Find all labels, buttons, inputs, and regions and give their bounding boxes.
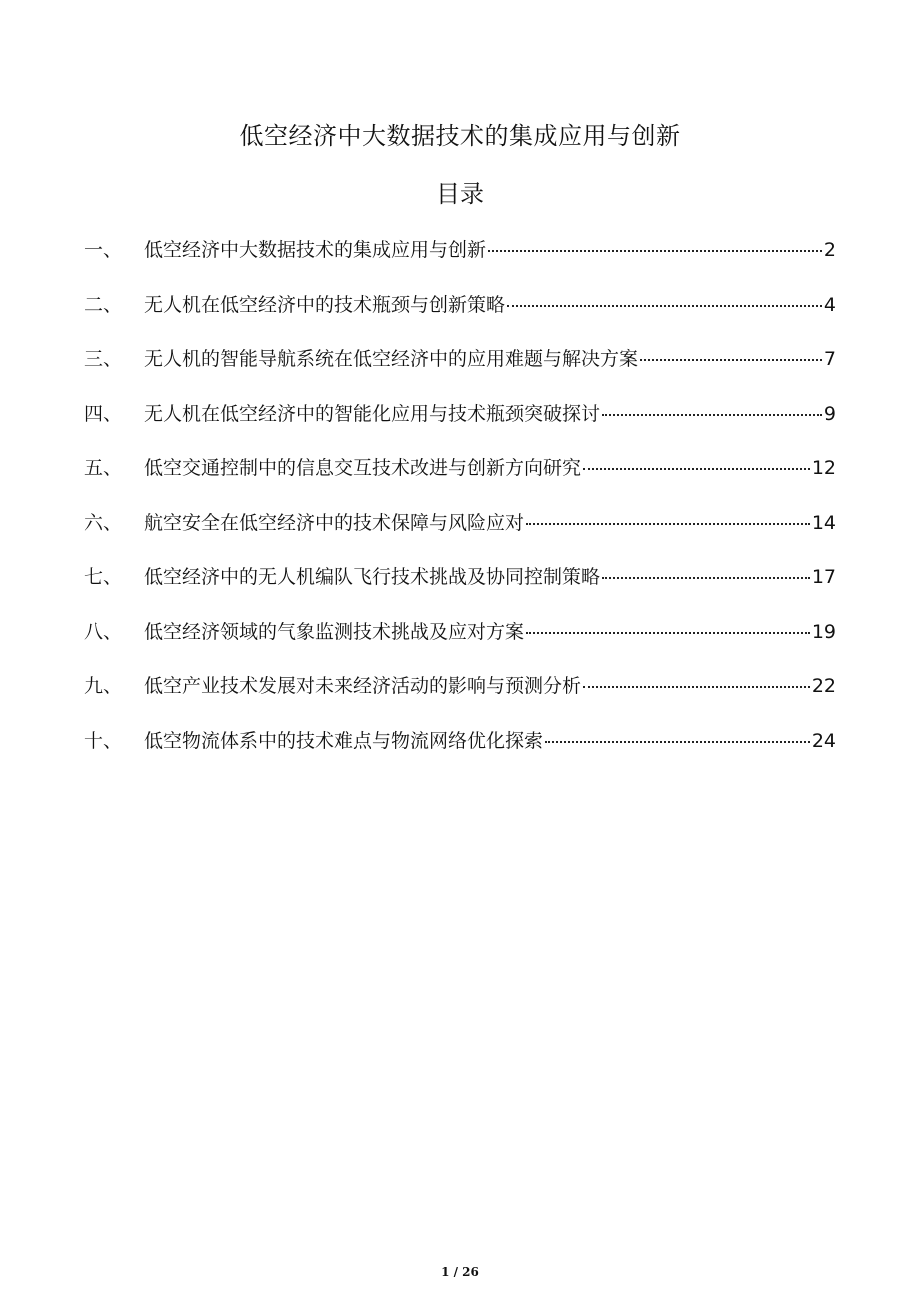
- toc-entry-title: 无人机的智能导航系统在低空经济中的应用难题与解决方案: [144, 348, 639, 370]
- toc-entry-page: 2: [823, 239, 836, 261]
- toc-entry-page: 9: [823, 402, 836, 425]
- table-of-contents: [84, 232, 836, 777]
- toc-entry-title: 低空产业技术发展对未来经济活动的影响与预测分析: [144, 675, 582, 697]
- toc-entry-title: 航空安全在低空经济中的技术保障与风险应对: [144, 511, 525, 534]
- document-title: 低空经济中大数据技术的集成应用与创新: [239, 122, 681, 150]
- toc-entry-number: 八、: [84, 620, 123, 643]
- toc-entry-page: 12: [811, 457, 836, 479]
- toc-entry[interactable]: [84, 232, 836, 287]
- toc-entry-page: 17: [811, 566, 836, 588]
- toc-dot-leader: [507, 305, 822, 307]
- toc-entry-title: 低空经济中大数据技术的集成应用与创新: [144, 239, 487, 261]
- toc-dot-leader: [602, 414, 822, 416]
- toc-entry-page: 22: [811, 675, 836, 697]
- toc-dot-leader: [640, 359, 822, 361]
- toc-dot-leader: [583, 468, 810, 470]
- toc-entry-number: 五、: [84, 457, 123, 479]
- toc-entry-page: 4: [823, 293, 836, 316]
- page-number-footer: 1 / 26: [441, 1265, 479, 1279]
- toc-entry-page: 24: [811, 729, 836, 752]
- toc-dot-leader: [488, 250, 822, 252]
- toc-entry-number: 七、: [84, 566, 123, 588]
- toc-entry[interactable]: [84, 287, 836, 342]
- toc-entry-number: 六、: [84, 511, 123, 534]
- toc-entry[interactable]: [84, 668, 836, 723]
- toc-entry[interactable]: [84, 559, 836, 614]
- toc-dot-leader: [526, 632, 810, 634]
- toc-entry-number: 九、: [84, 675, 123, 697]
- toc-heading: 目录: [436, 180, 484, 208]
- toc-entry[interactable]: [84, 614, 836, 669]
- toc-entry-number: 十、: [84, 729, 123, 752]
- toc-entry-number: 三、: [84, 348, 123, 370]
- toc-entry-title: 低空经济领域的气象监测技术挑战及应对方案: [144, 620, 525, 643]
- toc-dot-leader: [602, 577, 810, 579]
- toc-entry-title: 低空交通控制中的信息交互技术改进与创新方向研究: [144, 457, 582, 479]
- toc-entry-title: 低空经济中的无人机编队飞行技术挑战及协同控制策略: [144, 566, 601, 588]
- toc-entry[interactable]: [84, 450, 836, 505]
- toc-entry-title: 无人机在低空经济中的技术瓶颈与创新策略: [144, 293, 506, 316]
- toc-dot-leader: [526, 523, 810, 525]
- toc-entry-page: 19: [811, 620, 836, 643]
- toc-dot-leader: [545, 741, 810, 743]
- toc-entry-number: 二、: [84, 293, 123, 316]
- toc-entry-number: 四、: [84, 402, 123, 425]
- toc-entry-page: 7: [823, 348, 836, 370]
- toc-entry-title: 无人机在低空经济中的智能化应用与技术瓶颈突破探讨: [144, 402, 601, 425]
- toc-entry[interactable]: [84, 505, 836, 560]
- toc-entry-page: 14: [811, 511, 836, 534]
- toc-entry[interactable]: [84, 723, 836, 778]
- toc-entry-number: 一、: [84, 239, 123, 261]
- toc-entry[interactable]: [84, 396, 836, 451]
- toc-entry[interactable]: [84, 341, 836, 396]
- toc-dot-leader: [583, 686, 810, 688]
- toc-entry-title: 低空物流体系中的技术难点与物流网络优化探索: [144, 729, 544, 752]
